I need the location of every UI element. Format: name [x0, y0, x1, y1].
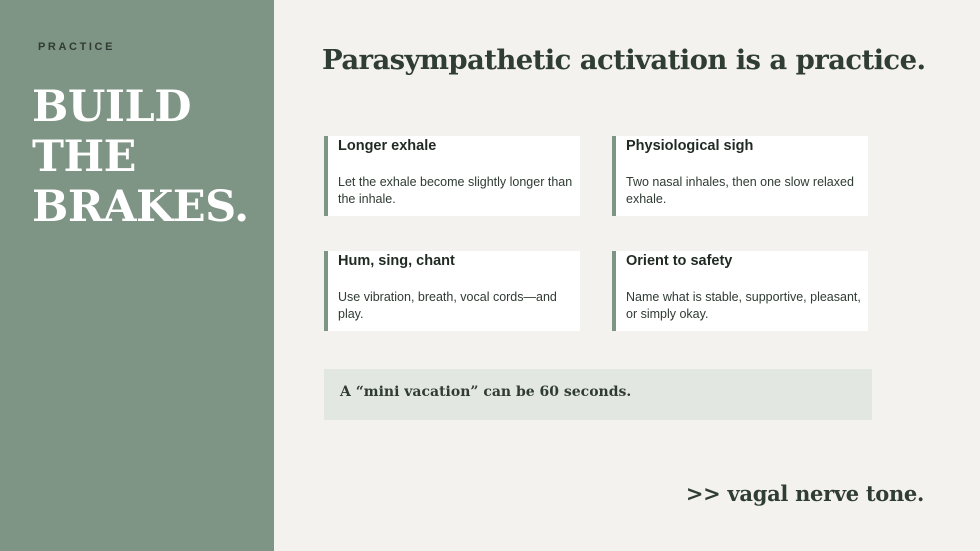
left-panel — [0, 0, 274, 551]
card-title: Physiological sigh — [626, 138, 754, 154]
card-body: Let the exhale become slightly longer than the inhale. — [338, 175, 573, 206]
card-longer-exhale — [324, 136, 580, 216]
card-body: Name what is stable, supportive, pleasant, or simply okay. — [626, 290, 861, 321]
section-eyebrow: PRACTICE — [38, 41, 116, 53]
callout-box — [324, 369, 872, 420]
slide-title-line-2: THE — [32, 132, 136, 182]
card-hum-sing-chant — [324, 251, 580, 331]
card-body: Two nasal inhales, then one slow relaxed exhale. — [626, 175, 854, 206]
callout-text: A “mini vacation” can be 60 seconds. — [340, 384, 632, 400]
card-title: Orient to safety — [626, 253, 733, 269]
card-physiological-sigh — [612, 136, 868, 216]
slide-title-line-3: BRAKES. — [32, 182, 249, 232]
slide-title-line-1: BUILD — [32, 82, 191, 132]
slide-title — [32, 82, 272, 232]
headline: Parasympathetic activation is a practice. — [322, 44, 926, 76]
card-title: Longer exhale — [338, 138, 437, 154]
card-title: Hum, sing, chant — [338, 253, 455, 269]
card-orient-to-safety — [612, 251, 868, 331]
card-body: Use vibration, breath, vocal cords—and play. — [338, 290, 557, 321]
footer-tagline: >> vagal nerve tone. — [685, 481, 924, 506]
